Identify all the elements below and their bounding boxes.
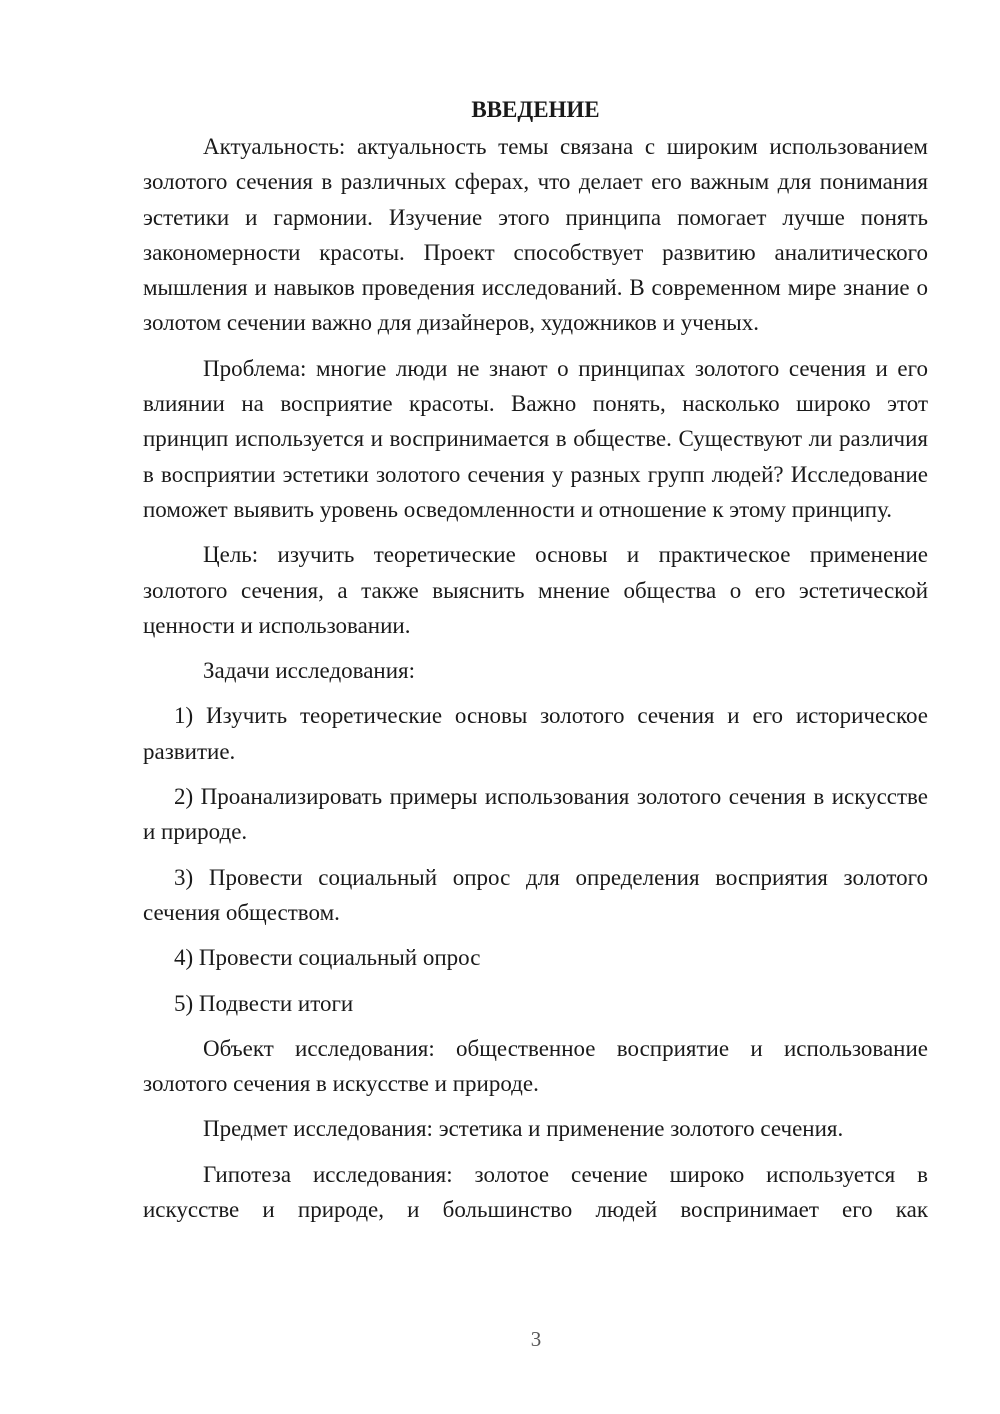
goal-paragraph: Цель: изучить теоретические основы и практическое применение золотого сечения, а также выяснить мнение общества о его эстетической ценности и использовании. — [143, 542, 928, 638]
subject-paragraph: Предмет исследования: эстетика и применение золотого сечения. — [203, 1116, 844, 1142]
task-item-4: 4) Провести социальный опрос — [174, 945, 481, 971]
hypothesis-paragraph: Гипотеза исследования: золотое сечение широко используется в искусстве и природе, и большинство людей воспринимает его как — [143, 1161, 928, 1223]
page-content — [143, 92, 928, 1237]
page-title: ВВЕДЕНИЕ — [471, 97, 600, 122]
task-item-3: 3) Провести социальный опрос для определения восприятия золотого сечения обществом. — [143, 864, 928, 925]
problem-paragraph: Проблема: многие люди не знают о принципах золотого сечения и его влиянии на восприятие красоты. Важно понять, насколько широко этот принцип используется и воспринимается в обществе. Существуют ли различия в восприятии эстетики золотого сечения у разных групп людей? Исследование поможет выявить уровень осведомленности и отношение к этому принципу. — [143, 355, 928, 522]
task-item-1: 1) Изучить теоретические основы золотого сечения и его историческое развитие. — [143, 703, 928, 764]
task-item-5: 5) Подвести итоги — [174, 990, 354, 1016]
relevance-paragraph: Актуальность: актуальность темы связана с широким использованием золотого сечения в различных сферах, что делает его важным для понимания эстетики и гармонии. Изучение этого принципа помогает лучше понять закономерности красоты. Проект способствует развитию аналитического мышления и навыков проведения исследований. В современном мире знание о золотом сечении важно для дизайнеров, художников и ученых. — [143, 134, 928, 336]
page-number: 3 — [530, 1327, 542, 1351]
object-paragraph: Объект исследования: общественное восприятие и использование золотого сечения в искусстве и природе. — [143, 1035, 928, 1097]
tasks-heading: Задачи исследования: — [203, 658, 416, 684]
task-item-2: 2) Проанализировать примеры использования золотого сечения в искусстве и природе. — [143, 784, 928, 845]
